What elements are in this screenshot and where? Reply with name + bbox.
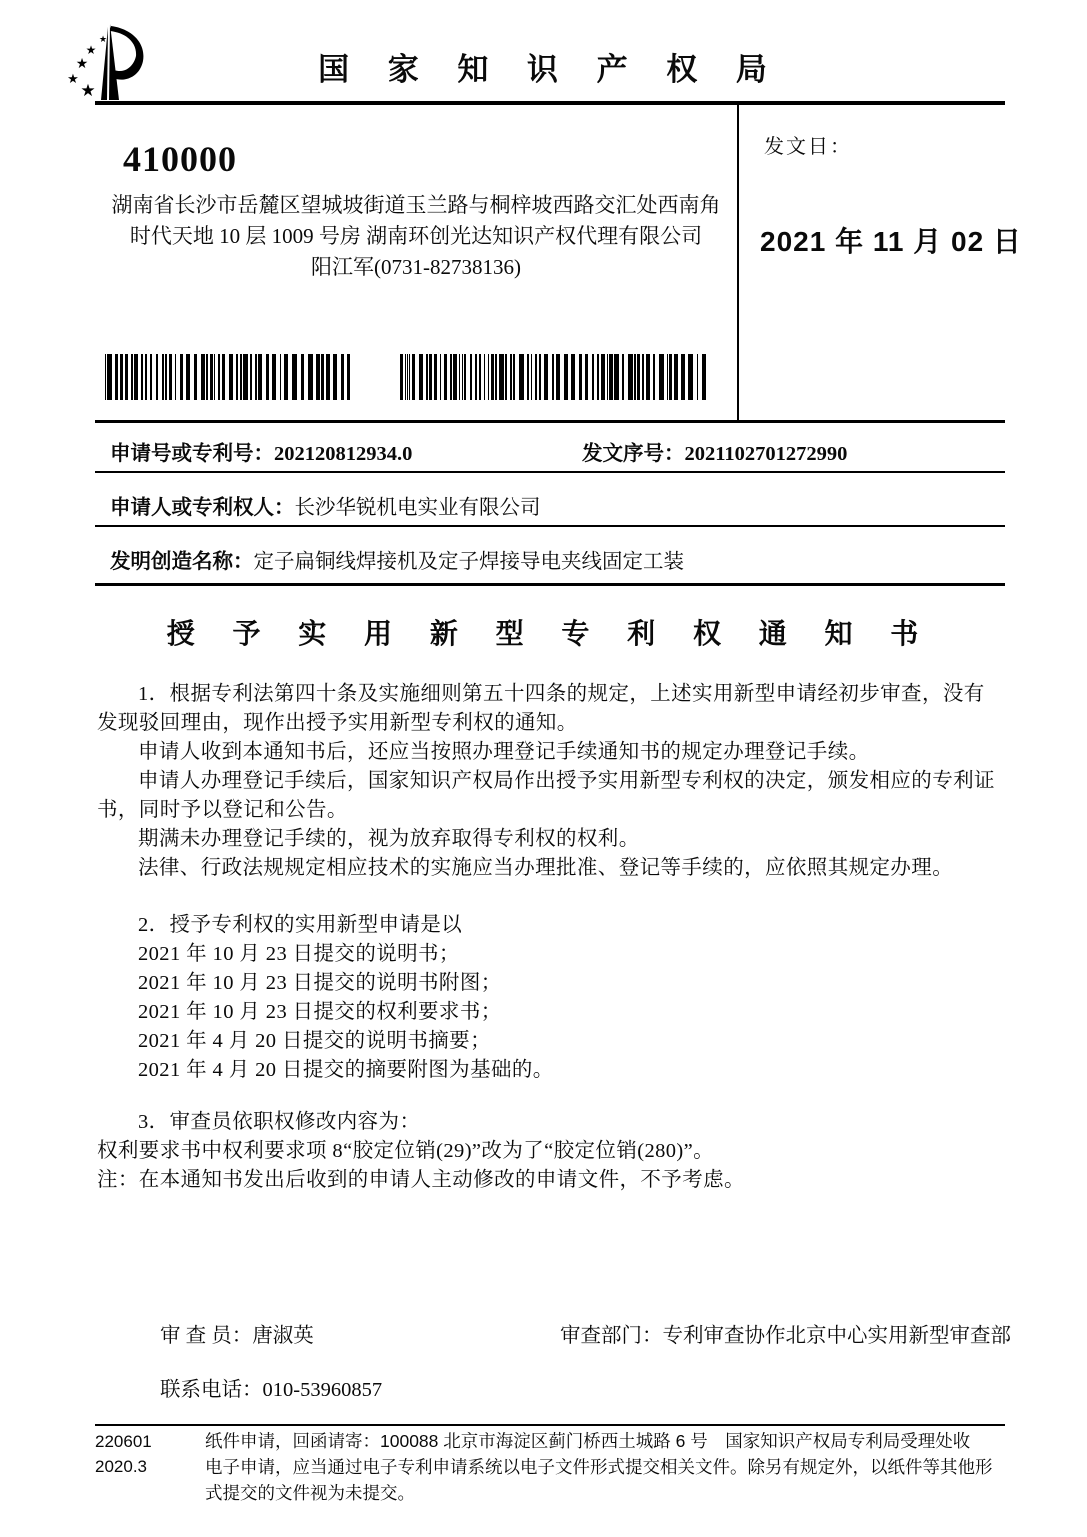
paragraph: 申请人收到本通知书后，还应当按照办理登记手续通知书的规定办理登记手续。 bbox=[138, 741, 870, 763]
table-rule-2 bbox=[95, 525, 1005, 527]
application-number-row bbox=[110, 436, 412, 466]
form-code: 220601 bbox=[95, 1432, 152, 1451]
svg-text:★: ★ bbox=[67, 71, 79, 86]
filing-item: 2021 年 4 月 20 日提交的说明书摘要； bbox=[138, 1030, 491, 1052]
header-rule bbox=[95, 101, 1005, 105]
recipient-postcode: 410000 bbox=[123, 139, 237, 179]
amendment-line: 权利要求书中权利要求项 8“胶定位销(29)”改为了“胶定位销(280)”。 bbox=[97, 1140, 715, 1162]
invention-label: 发明创造名称： bbox=[110, 551, 254, 573]
applicant-row bbox=[110, 490, 541, 520]
form-code-block bbox=[95, 1429, 152, 1479]
recipient-address bbox=[95, 190, 737, 283]
footer-rule bbox=[95, 1424, 1005, 1426]
notice-section-2 bbox=[97, 911, 1003, 1085]
paper-filing-note: 纸件申请，回函请寄：100088 北京市海淀区蓟门桥西土城路 6 号 国家知识产权局专利局受理处收 bbox=[205, 1431, 971, 1451]
barcode-image-left bbox=[105, 354, 352, 400]
address-line-1: 湖南省长沙市岳麓区望城坡街道玉兰路与桐梓坡西路交汇处西南角 bbox=[111, 193, 721, 217]
dispatch-box-border bbox=[737, 103, 739, 420]
applicant-value: 长沙华锐机电实业有限公司 bbox=[294, 497, 541, 519]
department-line bbox=[560, 1318, 1011, 1348]
filing-item: 2021 年 4 月 20 日提交的摘要附图为基础的。 bbox=[138, 1059, 554, 1081]
table-rule-top bbox=[95, 420, 1005, 423]
section-3-heading: 3．审查员依职权修改内容为： bbox=[138, 1111, 421, 1133]
svg-text:★: ★ bbox=[85, 43, 97, 57]
serial-number-label: 发文序号： bbox=[582, 443, 685, 465]
department-label: 审查部门： bbox=[560, 1325, 663, 1347]
filing-item: 2021 年 10 月 23 日提交的说明书附图； bbox=[138, 972, 502, 994]
department-name: 专利审查协作北京中心实用新型审查部 bbox=[662, 1325, 1011, 1347]
section-2-heading: 2．授予专利权的实用新型申请是以 bbox=[138, 914, 463, 936]
agency-title: 国 家 知 识 产 权 局 bbox=[318, 52, 782, 87]
phone-label: 联系电话： bbox=[160, 1379, 263, 1401]
form-version: 2020.3 bbox=[95, 1457, 147, 1476]
notice-title: 授 予 实 用 新 型 专 利 权 通 知 书 bbox=[166, 618, 934, 649]
svg-text:★: ★ bbox=[80, 81, 96, 100]
notice-section-1 bbox=[97, 680, 1003, 883]
address-line-2: 时代天地 10 层 1009 号房 湖南环创光达知识产权代理有限公司 bbox=[129, 224, 703, 248]
electronic-filing-note: 电子申请，应当通过电子专利申请系统以电子文件形式提交相关文件。除另有规定外，以纸件等其他形式提交的文件视为未提交。 bbox=[205, 1457, 993, 1503]
svg-text:★: ★ bbox=[75, 57, 89, 72]
paragraph: 1．根据专利法第四十条及实施细则第五十四条的规定，上述实用新型申请经初步审查，没有发现驳回理由，现作出授予实用新型专利权的通知。 bbox=[97, 683, 985, 734]
paragraph: 法律、行政法规规定相应技术的实施应当办理批准、登记等手续的，应依照其规定办理。 bbox=[138, 857, 954, 879]
svg-text:★: ★ bbox=[98, 34, 108, 44]
paragraph: 申请人办理登记手续后，国家知识产权局作出授予实用新型专利权的决定，颁发相应的专利证书，同时予以登记和公告。 bbox=[97, 770, 995, 821]
paragraph: 期满未办理登记手续的，视为放弃取得专利权的权利。 bbox=[138, 828, 640, 850]
serial-number-row bbox=[582, 436, 847, 466]
table-rule-bottom bbox=[95, 583, 1005, 586]
table-rule-1 bbox=[95, 471, 1005, 473]
examiner-line bbox=[160, 1318, 314, 1348]
phone-number: 010-53960857 bbox=[262, 1379, 383, 1401]
address-contact-line: 阳江军(0731-82738136) bbox=[311, 255, 521, 279]
notice-section-3 bbox=[97, 1108, 1003, 1195]
serial-number-value: 2021102701272990 bbox=[684, 443, 848, 465]
filing-item: 2021 年 10 月 23 日提交的说明书； bbox=[138, 943, 460, 965]
applicant-label: 申请人或专利权人： bbox=[110, 497, 295, 519]
note-line: 注：在本通知书发出后收到的申请人主动修改的申请文件，不予考虑。 bbox=[97, 1169, 745, 1191]
examiner-name: 唐淑英 bbox=[252, 1325, 314, 1347]
application-number-label: 申请号或专利号： bbox=[110, 443, 274, 465]
footer-notes bbox=[205, 1428, 1005, 1506]
dispatch-date-value: 2021 年 11 月 02 日 bbox=[760, 226, 1022, 257]
application-number-value: 202120812934.0 bbox=[274, 443, 413, 465]
phone-line bbox=[160, 1372, 382, 1402]
filing-item: 2021 年 10 月 23 日提交的权利要求书； bbox=[138, 1001, 502, 1023]
examiner-label: 审 查 员： bbox=[160, 1325, 253, 1347]
dispatch-date-label: 发文日： bbox=[764, 136, 852, 158]
invention-value: 定子扁铜线焊接机及定子焊接导电夹线固定工装 bbox=[253, 551, 684, 573]
invention-row bbox=[110, 544, 684, 574]
barcode-image-right bbox=[400, 354, 706, 400]
